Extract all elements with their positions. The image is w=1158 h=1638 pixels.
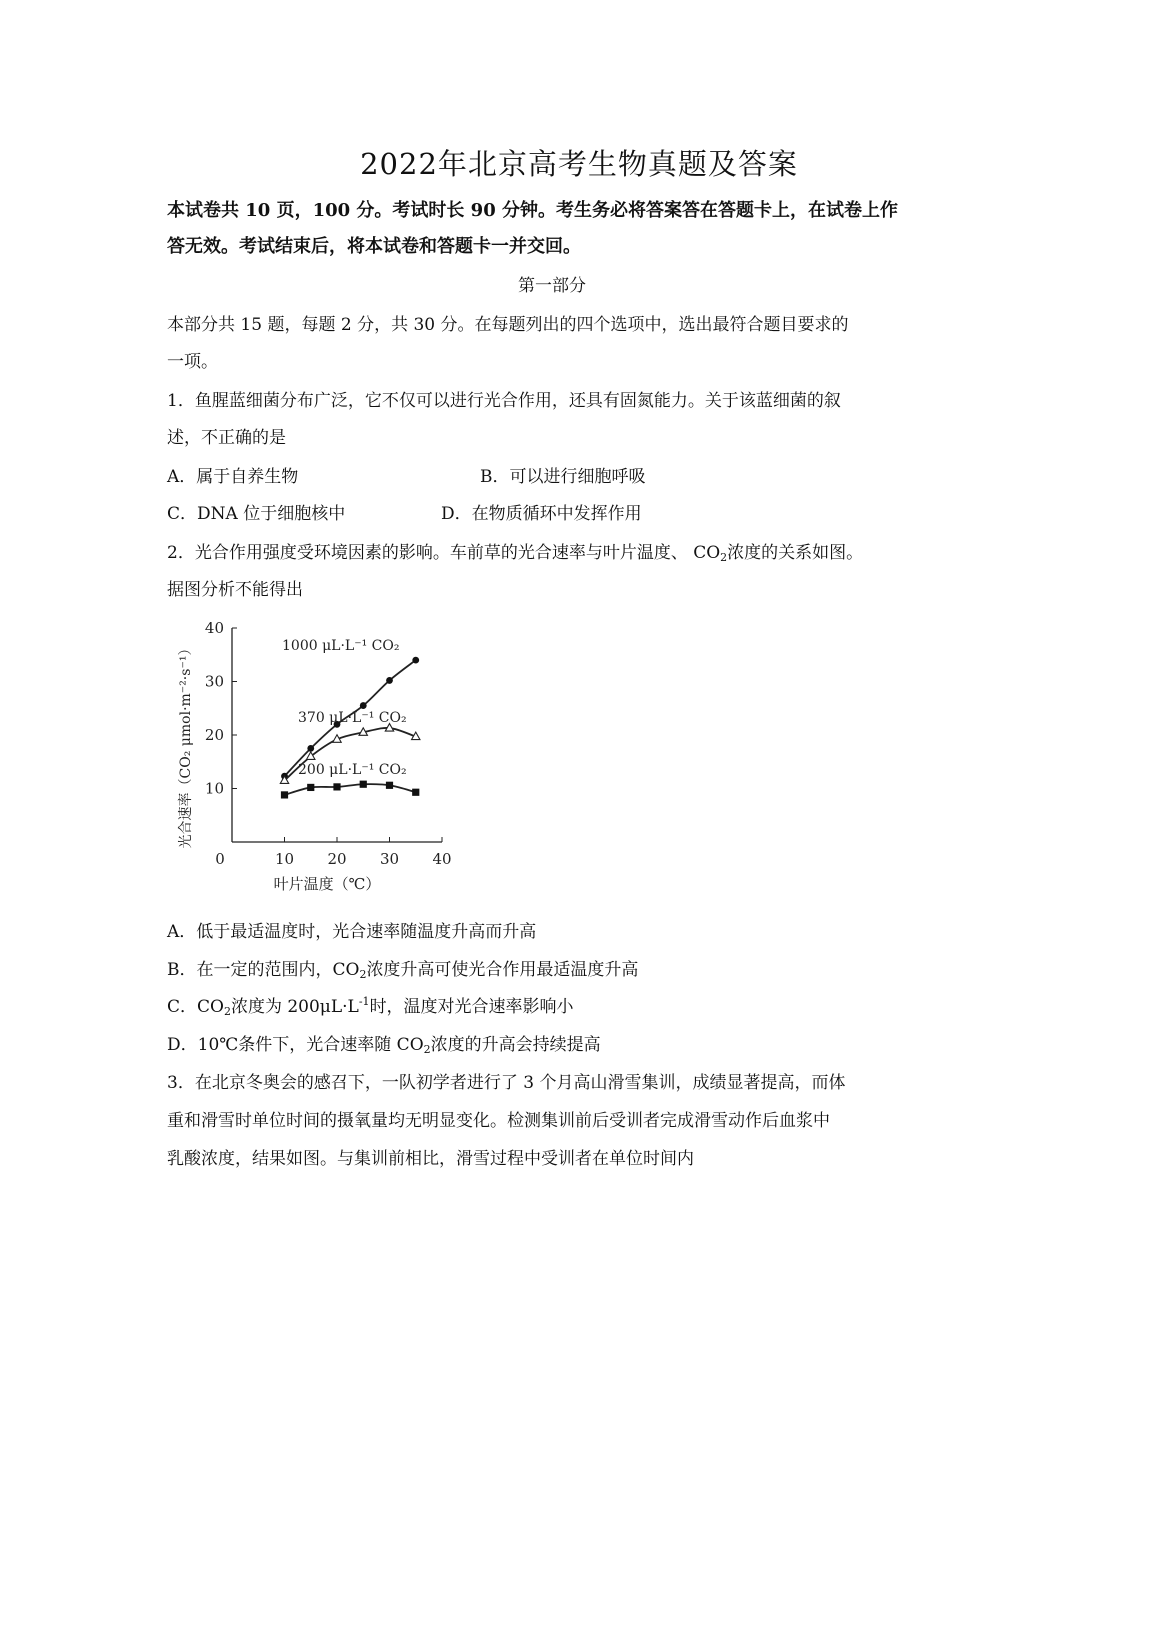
x-tick-label: 0 [215, 850, 225, 868]
data-point [360, 781, 367, 788]
page-title: 2022年北京高考生物真题及答案 [360, 147, 798, 181]
q2-option-c: C．$CO_2$浓度为 $200\mu L\cdot L^{-1}$时，温度对光合速率影响小 [167, 995, 574, 1018]
x-tick-label: 20 [327, 850, 347, 868]
q1-option-a: A．属于自养生物 [167, 467, 299, 487]
series-label: 200 μL·L⁻¹ CO₂ [298, 762, 407, 778]
x-tick-label: 10 [274, 850, 295, 868]
data-point [412, 657, 419, 664]
data-point [333, 783, 340, 790]
y-tick-label: 10 [204, 779, 224, 798]
data-point [307, 784, 314, 791]
intro-line-2: 答无效。考试结束后，将本试卷和答题卡一并交回。 [167, 236, 581, 257]
series-line [285, 784, 416, 795]
q2-option-a: A．低于最适温度时，光合速率随温度升高而升高 [167, 922, 537, 942]
series-label: 370 μL·L⁻¹ CO₂ [298, 710, 407, 726]
q1-stem-line-1: 1．鱼腥蓝细菌分布广泛，它不仅可以进行光合作用，还具有固氮能力。关于该蓝细菌的叙 [167, 391, 841, 411]
y-tick-label: 30 [204, 672, 224, 691]
intro-line-1: 本试卷共 10 页，100 分。考试时长 90 分钟。考生务必将答案答在答题卡上，在试卷上作 [167, 200, 899, 221]
q2-stem-line-2: 据图分析不能得出 [167, 580, 303, 600]
data-point [412, 789, 419, 796]
y-tick-label: 20 [204, 726, 224, 744]
data-point [386, 677, 393, 684]
q2-option-d: D．10℃条件下，光合速率随 $CO_2$浓度的升高会持续提高 [167, 1035, 601, 1056]
q2-stem-line-1: 2．光合作用强度受环境因素的影响。车前草的光合速率与叶片温度、 $CO_2$浓度的关系如图。 [167, 543, 864, 564]
q1-stem-line-2: 述，不正确的是 [167, 428, 286, 448]
q3-stem-line-2: 重和滑雪时单位时间的摄氧量均无明显变化。检测集训前后受训者完成滑雪动作后血浆中 [167, 1111, 830, 1131]
photosynthesis-chart [170, 612, 510, 902]
x-tick-label: 30 [379, 850, 400, 868]
series-label: 1000 μL·L⁻¹ CO₂ [282, 638, 400, 654]
part-heading: 第一部分 [518, 276, 586, 296]
data-point [281, 791, 288, 798]
q3-stem-line-3: 乳酸浓度，结果如图。与集训前相比，滑雪过程中受训者在单位时间内 [167, 1149, 694, 1169]
part-note-line-1: 本部分共 15 题，每题 2 分，共 30 分。在每题列出的四个选项中，选出最符合题目要求的 [167, 315, 849, 335]
q1-option-b: B．可以进行细胞呼吸 [480, 467, 646, 487]
q2-option-b: B．在一定的范围内，$CO_2$浓度升高可使光合作用最适温度升高 [167, 960, 639, 981]
data-point [360, 702, 367, 709]
data-point [386, 782, 393, 789]
q3-stem-line-1: 3．在北京冬奥会的感召下，一队初学者进行了 3 个月高山滑雪集训，成绩显著提高，而体 [167, 1073, 846, 1093]
part-note-line-2: 一项。 [167, 352, 218, 372]
data-point [307, 745, 314, 752]
y-axis-label: 光合速率（CO₂ μmol·m⁻²·s⁻¹） [178, 641, 194, 849]
x-axis-label: 叶片温度（℃） [273, 875, 381, 893]
q1-option-d: D．在物质循环中发挥作用 [441, 504, 642, 524]
y-tick-label: 40 [204, 619, 224, 637]
x-tick-label: 40 [432, 850, 452, 868]
q1-option-c: C．DNA 位于细胞核中 [167, 504, 346, 524]
